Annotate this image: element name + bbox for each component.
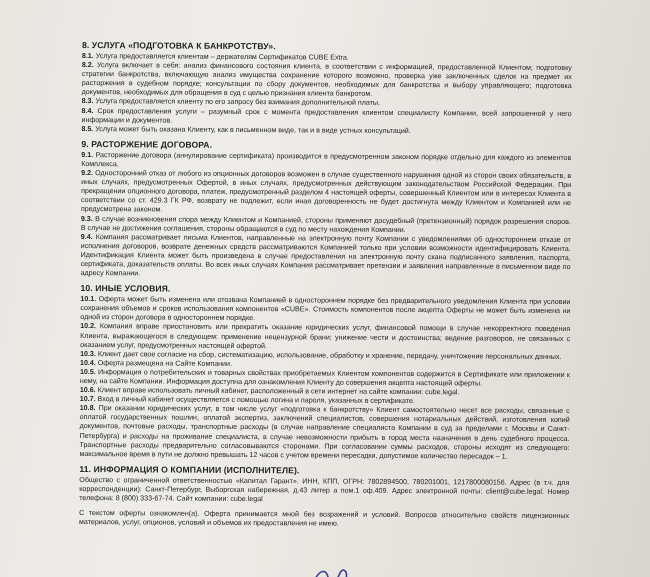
clause-number: 8.4.: [81, 106, 94, 115]
clause-number: 9.1.: [81, 150, 94, 159]
section-title: 11. ИНФОРМАЦИЯ О КОМПАНИИ (ИСПОЛНИТЕЛЕ).: [79, 463, 300, 476]
section-9: [81, 139, 572, 281]
clause-paragraph: [80, 322, 570, 352]
clause-number: 10.2.: [80, 322, 97, 331]
clause-paragraph: [81, 233, 571, 281]
clause-number: 10.8.: [79, 404, 96, 413]
clause-text: Компания вправе приостановить или прекратить оказание юридических услуг, финансовой помощи в случае некорректного поведения Клиента, выражающегося в следующем: применение нецензурной брани; унижение чести и достоинства; ведение разговоров, не связанных с оказанием услуг, предусмотренных настоящей офертой.: [80, 322, 571, 350]
clause-text: Компания рассматривает письма Клиентов, направленные на электронную почту Компании с уведомлениями об одностороннем отказе от исполнения договоров, возврате денежных средств рассматриваются Компанией только при условии возможности идентифицировать Клиента. Идентификация Клиента может быть произведена в случае предоставления на электронную почту скана подписанного заявления, паспорта, сертификата, доказательств оплаты. Во всех иных случаях Компания рассматривает претензии и заявления направленные в письменном виде по адресу Компании.: [80, 232, 571, 278]
clause-paragraph: [79, 476, 569, 506]
clause-text: Информация о потребительских и товарных свойствах приобретаемых Клиентом компонентов содержится в Сертификате или приложении к нему, на сайте Компании. Информация доступна для ознакомления Клиенту до совершения акцепта настоящей оферты.: [79, 368, 570, 388]
clause-number: 9.2.: [81, 169, 94, 178]
clause-text: Односторонний отказ от любого из опционных договоров возможен в случае существенного нарушения одной из сторон своих обязательств, в иных случаях, предусмотренных Офертой, в иных случаях, предусмотренных действующим законодательством Российской Федерации. При прекращении опционного договора, платеж, предусмотренный разделом 4 настоящей оферты, совершенный Клиентом или в интересах Клиента в соответствии со ст. 429.3 ГК РФ, возврату не подлежит, если иная договоренность не будет достигнута между Клиентом и Компанией или не предусмотрена законом.: [80, 169, 572, 214]
signature-scribble: [310, 565, 370, 577]
clause-number: 10.4.: [80, 358, 96, 367]
clause-text: В случае возникновения спора между Клиентом и Компанией, стороны применяют досудебный (претензионный) порядок разрешения споров. В случае не достижения соглашения, стороны обращаются в суд по месту нахождения Компании.: [80, 214, 571, 234]
clause-number: 10.7.: [79, 395, 96, 404]
clause-paragraph: [79, 404, 569, 462]
section-8: [81, 40, 572, 137]
clause-text: Услуга может быть оказана Клиенту, как в письменном виде, так и в виде устных консультаций.: [95, 124, 411, 135]
clause-number: 8.1.: [81, 51, 94, 61]
offer-document: [79, 40, 572, 530]
clause-number: 10.5.: [79, 367, 96, 376]
clause-text: Срок предоставления услуги – разумный срок с момента предоставления клиентом специалисту Компании, всей запрошенной у него информации и документов.: [81, 106, 572, 125]
clause-paragraph: [82, 61, 572, 100]
clause-number: 9.4.: [80, 232, 93, 241]
clause-number: 8.5.: [81, 124, 94, 133]
section-title: 9. РАСТОРЖЕНИЕ ДОГОВОРА.: [81, 138, 213, 150]
section-11: [79, 464, 569, 506]
clause-text: Услуга включает в себя: анализ финансового состояния клиента, в соответствии с информацией, предоставленной Клиентом; подготовку стратегии банкротства, включающую анализ имущества сохранение которого возможно, проверка уже заключенных сделок на предмет их расторжения в судебном порядке; консультации по сбору документов, необходимых для банкротства и выбору управляющего; подготовка документов, необходимых для обращения в суд с целью признания клиента банкротом.: [81, 61, 572, 99]
clause-text: При оказании юридических услуг, в том числе услуг «подготовка к банкротству» Клиент самостоятельно несет все расходы, связанные с оплатой государственных пошлин, оплатой экспертиз, заключений специалистов, совершения нотариальных действий, изготовления копий документов, почтовые расходы, транспортные расходы (в случае направление специалиста Компании в суд за пределами г. Москвы и Санкт-Петербурга) и расходы на проживание специалиста, в случае невозможности прибыть в город места назначения в день судебного процесса. Транспортные расходы предварительно согласовываются сторонами. При согласовании суммы расходов, стороны исходят из следующего: максимальное время в пути не должно превышать 12 часов с учетом времени пересадки, допустимое количество пересадок – 1.: [79, 404, 570, 461]
clause-text: Оферта размещена на Сайте Компании.: [97, 358, 233, 368]
clause-text: Общество с ограниченной ответственностью «Капитал Гарант». ИНН, КПП, ОГРН: 7802894500, 780201001, 1217800080156. Адрес (в т.ч. для корреспонденции): Санкт-Петербург, Выборгская набережная, д.43 литер а пом.1 оф.409. Адрес электронной почты: client@cube.legal. Номер телефона: 8 (800) 333-67-74. Сайт компании: cube.legal: [79, 475, 570, 504]
section-10: [79, 283, 570, 462]
clause-text: Клиент вправе использовать личный кабинет, расположенный в сети интернет на сайте компании: cube.legal.: [97, 386, 460, 397]
clause-number: 10.3.: [80, 349, 96, 358]
clause-number: 10.6.: [79, 386, 96, 395]
section-title: 8. УСЛУГА «ПОДГОТОВКА К БАНКРОТСТВУ».: [81, 40, 276, 52]
clause-paragraph: [80, 295, 570, 325]
section-title: 10. ИНЫЕ УСЛОВИЯ.: [80, 283, 171, 294]
clause-text: Оферта может быть изменена или отозвана Компанией в одностороннем порядке без предварительного уведомления Клиента при условии сохранения объемов и сроков использования компонентов «CUBE». Стоимость компонентов после акцепта Оферты не может быть изменена ни одной из сторон договора в одностороннем порядке.: [80, 295, 571, 323]
clause-text: Услуга предоставляется клиентам – держателям Сертификатов CUBE Extra.: [95, 52, 349, 62]
acceptance-statement: С текстом оферты ознакомлен(а). Оферта принимается мной без возражений и условий. Вопросов относительно свойств лицензионных материалов, услуг, опционов, условий и объемов их предоставления не имею.: [79, 509, 570, 528]
clause-text: Услуга предоставляется клиенту по его запросу без взимания дополнительной платы.: [95, 97, 381, 108]
clause-number: 10.1.: [80, 295, 97, 304]
clause-text: Клиент дает свое согласие на сбор, систематизацию, использование, обработку и хранение, передачу, уничтожение персональных данных.: [97, 349, 562, 361]
clause-number: 9.3.: [80, 214, 93, 223]
clause-paragraph: [81, 169, 571, 217]
clause-text: Расторжение договора (аннулирование сертификата) производится в предусмотренном законом порядке отдельно для каждого из элементов Комплекса.: [81, 150, 572, 169]
clause-number: 8.3.: [81, 97, 94, 106]
clause-number: 8.2.: [81, 61, 94, 70]
clause-text: Вход в личный кабинет осуществляется с помощью логина и пароля, указанных в сертификате.: [97, 395, 415, 406]
